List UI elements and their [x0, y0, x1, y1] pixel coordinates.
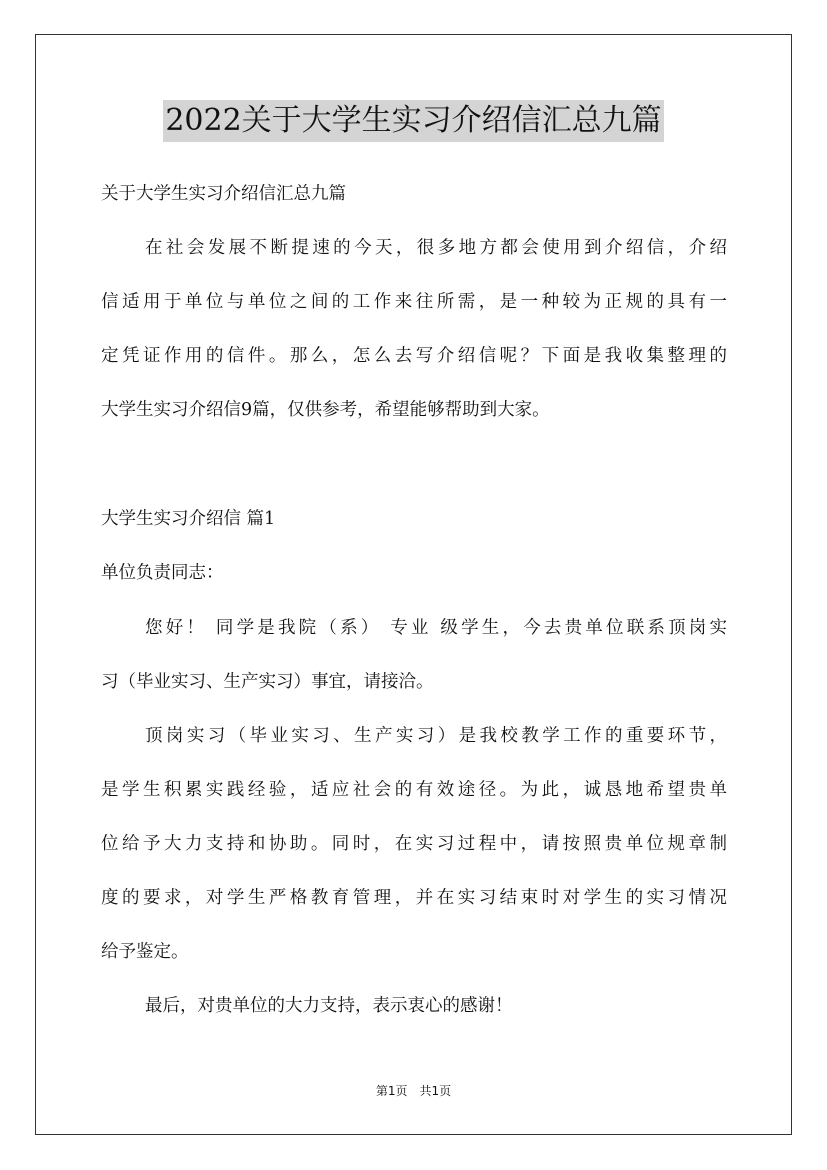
intro-line-1: 在社会发展不断提速的今天，很多地方都会使用到介绍信，介绍 [145, 238, 727, 258]
title-container [0, 100, 827, 142]
para2-line-1: 顶岗实习（毕业实习、生产实习）是我校教学工作的重要环节， [145, 726, 727, 746]
closing-line: 最后，对贵单位的大力支持，表示衷心的感谢！ [145, 996, 513, 1016]
page-number: 第1页 共1页 [375, 1084, 452, 1098]
para1-line-2: 习（毕业实习、生产实习）事宜，请接洽。 [101, 672, 434, 692]
para2-line-4: 度的要求，对学生严格教育管理，并在实习结束时对学生的实习情况 [101, 888, 727, 908]
document-subtitle: 关于大学生实习介绍信汇总九篇 [101, 184, 346, 204]
page-title: 2022关于大学生实习介绍信汇总九篇 [163, 100, 663, 142]
para1-line-1: 您好！ 同学是我院（系） 专业 级学生，今去贵单位联系顶岗实 [145, 618, 727, 638]
intro-line-3: 定凭证作用的信件。那么，怎么去写介绍信呢？下面是我收集整理的 [101, 346, 727, 366]
intro-line-4: 大学生实习介绍信9篇，仅供参考，希望能够帮助到大家。 [101, 400, 550, 420]
intro-line-2: 信适用于单位与单位之间的工作来往所需，是一种较为正规的具有一 [101, 292, 727, 312]
para2-line-3: 位给予大力支持和协助。同时，在实习过程中，请按照贵单位规章制 [101, 834, 727, 854]
page-footer [0, 1082, 827, 1099]
para2-line-2: 是学生积累实践经验，适应社会的有效途径。为此，诚恳地希望贵单 [101, 780, 727, 800]
para2-line-5: 给予鉴定。 [101, 942, 189, 962]
salutation: 单位负责同志： [101, 563, 224, 583]
section-heading: 大学生实习介绍信 篇1 [101, 509, 276, 529]
